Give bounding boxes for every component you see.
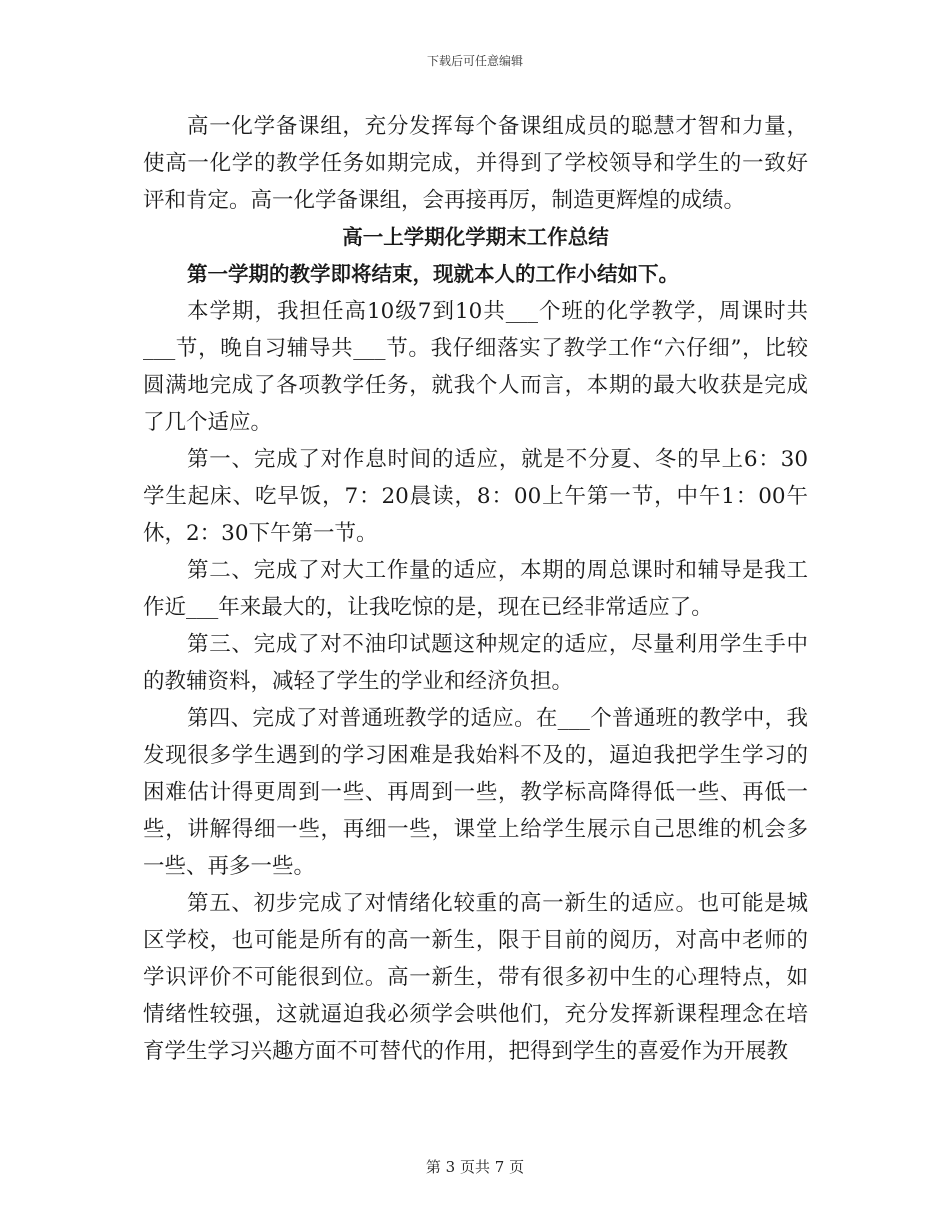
page-number: 第 3 页共 7 页 <box>425 1158 525 1176</box>
paragraph-point-2: 第二、完成了对大工作量的适应，本期的周总课时和辅导是我工作近___年来最大的，让我吃惊的是，现在已经非常适应了。 <box>143 558 808 620</box>
paragraph-point-4: 第四、完成了对普通班教学的适应。在___个普通班的教学中，我发现很多学生遇到的学习困难是我始料不及的，逼迫我把学生学习的困难估计得更周到一些、再周到一些，教学标高降得低一些、再低一些，讲解得细一些，再细一些，课堂上给学生展示自己思维的机会多一些、再多一些。 <box>143 706 808 879</box>
paragraph-point-5: 第五、初步完成了对情绪化较重的高一新生的适应。也可能是城区学校，也可能是所有的高一新生，限于目前的阅历，对高中老师的学识评价不可能很到位。高一新生，带有很多初中生的心理特点，如情绪性较强，这就逼迫我必须学会哄他们，充分发挥新课程理念在培育学生学习兴趣方面不可替代的作用，把得到学生的喜爱作为开展教 <box>143 891 808 1064</box>
section-title: 高一上学期化学期末工作总结 <box>342 225 609 249</box>
paragraph-point-1: 第一、完成了对作息时间的适应，就是不分夏、冬的早上6：30学生起床、吃早饭，7：20晨读，8：00上午第一节，中午1：00午休，2：30下午第一节。 <box>143 447 808 546</box>
paragraph-overview: 本学期，我担任高10级7到10共___个班的化学教学，周课时共___节，晚自习辅导共___节。我仔细落实了教学工作“六仔细”，比较圆满地完成了各项教学任务，就我个人而言，本期的最大收获是完成了几个适应。 <box>143 299 808 435</box>
document-body <box>143 108 808 1070</box>
paragraph-intro: 高一化学备课组，充分发挥每个备课组成员的聪慧才智和力量，使高一化学的教学任务如期完成，并得到了学校领导和学生的一致好评和肯定。高一化学备课组，会再接再厉，制造更辉煌的成绩。 <box>143 114 808 213</box>
section-subtitle: 第一学期的教学即将结束，现就本人的工作小结如下。 <box>187 262 679 286</box>
page-header: 下载后可任意编辑 <box>426 54 523 68</box>
paragraph-point-3: 第三、完成了对不油印试题这种规定的适应，尽量利用学生手中的教辅资料，减轻了学生的学业和经济负担。 <box>143 632 808 694</box>
